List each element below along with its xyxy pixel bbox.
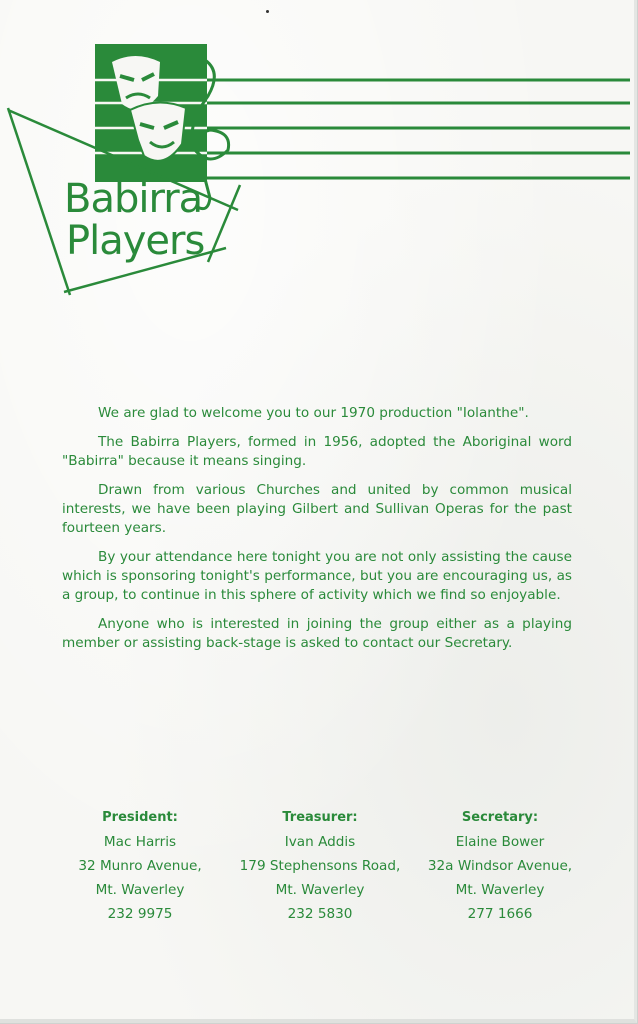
paragraph-history: The Babirra Players, formed in 1956, adopted the Aboriginal word "Babirra" because it means singing. <box>62 434 572 469</box>
officer-street: 32 Munro Avenue, <box>78 858 202 874</box>
officer-role: President: <box>102 810 178 825</box>
officer-role: Treasurer: <box>282 810 358 825</box>
officer-phone: 232 5830 <box>287 906 353 922</box>
officer-role: Secretary: <box>461 810 539 825</box>
logo-text-babirra: Babirra <box>64 176 203 222</box>
music-staff-icon <box>205 80 630 178</box>
officer-phone: 277 1666 <box>467 906 533 922</box>
officer-suburb: Mt. Waverley <box>455 882 545 898</box>
paragraph-joining: Anyone who is interested in joining the group either as a playing member or assisting back-stage is asked to contact our Secretary. <box>62 616 572 651</box>
paragraph-churches: Drawn from various Churches and united by common musical interests, we have been playing Gilbert and Sullivan Operas for the past fourteen years. <box>62 482 572 536</box>
officer-contacts <box>50 806 590 926</box>
print-speck <box>266 10 269 13</box>
logo-text-players: Players <box>66 218 205 264</box>
president-contact <box>50 806 230 926</box>
paragraph-attendance: By your attendance here tonight you are not only assisting the cause which is sponsoring tonight's performance, but you are encouraging us, as a group, to continue in this sphere of activity which we find so enjoyable. <box>62 549 572 603</box>
officer-suburb: Mt. Waverley <box>95 882 185 898</box>
treasurer-contact <box>230 806 410 926</box>
paragraph-welcome: We are glad to welcome you to our 1970 production "Iolanthe". <box>98 405 529 421</box>
officer-street: 179 Stephensons Road, <box>239 858 401 874</box>
officer-name: Mac Harris <box>103 834 177 850</box>
welcome-text <box>62 404 572 663</box>
officer-suburb: Mt. Waverley <box>275 882 365 898</box>
babirra-players-logo <box>0 0 634 300</box>
officer-street: 32a Windsor Avenue, <box>427 858 573 874</box>
officer-name: Elaine Bower <box>455 834 545 850</box>
officer-phone: 232 9975 <box>107 906 173 922</box>
secretary-contact <box>410 806 590 926</box>
officer-name: Ivan Addis <box>284 834 356 850</box>
